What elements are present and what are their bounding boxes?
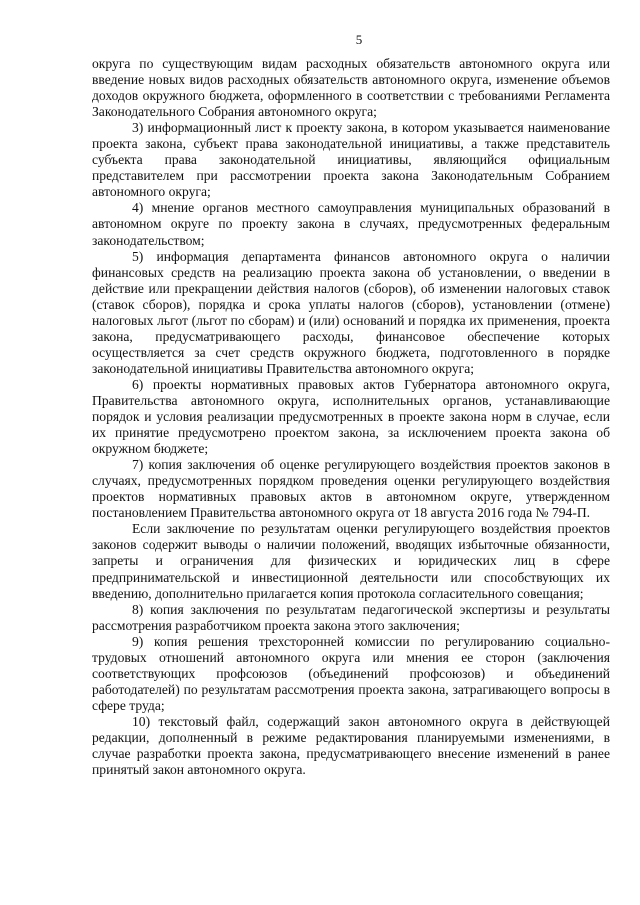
paragraph-item-6: 6) проекты нормативных правовых актов Губернатора автономного округа, Правительства автономного округа, исполнительных органов, устанавливающие порядок и условия реализации предусмотренных в проекте закона норм в случае, если их принятие предусмотрено проектом закона, за исключением проекта закона об окружном бюджете;: [92, 376, 610, 457]
paragraph-item-10: 10) текстовый файл, содержащий закон автономного округа в действующей редакции, дополненный в режиме редактирования планируемыми изменениями, в случае разработки проекта закона, предусматривающего внесение изменений в ранее принятый закон автономного округа.: [92, 713, 610, 778]
paragraph-item-7: 7) копия заключения об оценке регулирующего воздействия проектов законов в случаях, предусмотренных порядком проведения оценки регулирующего воздействия проектов нормативных правовых актов в автономном округе, утвержденном постановлением Правительства автономного округа от 18 августа 2016 года № 794-П.: [92, 457, 610, 521]
paragraph-item-8: 8) копия заключения по результатам педагогической экспертизы и результаты рассмотрения разработчиком проекта закона этого заключения;: [92, 601, 610, 633]
page-number: 5: [355, 32, 363, 47]
paragraph-item-9: 9) копия решения трехсторонней комиссии по регулированию социально-трудовых отношений автономного округа или мнения ее сторон (заключения соответствующих профсоюзов (объединений профсоюзов) и объединений работодателей) по результатам рассмотрения проекта закона, затрагивающего вопросы в сфере труда;: [92, 633, 610, 713]
paragraph-item-5: 5) информация департамента финансов автономного округа о наличии финансовых средств на реализацию проекта закона об установлении, о введении в действие или прекращении действия налогов (сборов), об изменении налоговых ставок (ставок сборов), порядка и срока уплаты налогов (сборов), установлении (отмене) налоговых льгот (льгот по сборам) и (или) оснований и порядка их применения, проекта закона, предусматривающего расходы, финансовое обеспечение которых осуществляется за счет средств окружного бюджета, подготовленного в порядке законодательной инициативы Правительства автономного округа;: [92, 248, 610, 376]
paragraph-item-4: 4) мнение органов местного самоуправления муниципальных образований в автономном округе по проекту закона в случаях, предусмотренных федеральным законодательством;: [92, 200, 610, 248]
paragraph-item-3: 3) информационный лист к проекту закона, в котором указывается наименование проекта закона, субъект права законодательной инициативы, а также представитель субъекта права законодательной инициативы, являющийся официальным представителем при рассмотрении проекта закона Законодательным Собранием автономного округа;: [92, 120, 610, 200]
paragraph-item-7-note: Если заключение по результатам оценки регулирующего воздействия проектов законов содержит выводы о наличии положений, вводящих избыточные обязанности, запреты и ограничения для физических и юридических лиц в сфере предпринимательской и инвестиционной деятельности или способствующих их введению, дополнительно прилагается копия протокола согласительного совещания;: [92, 521, 610, 601]
paragraph-continuation: округа по существующим видам расходных обязательств автономного округа или введение новых видов расходных обязательств автономного округа, изменение объемов доходов окружного бюджета, оформленного в соответствии с требованиями Регламента Законодательного Собрания автономного округа;: [92, 56, 610, 120]
